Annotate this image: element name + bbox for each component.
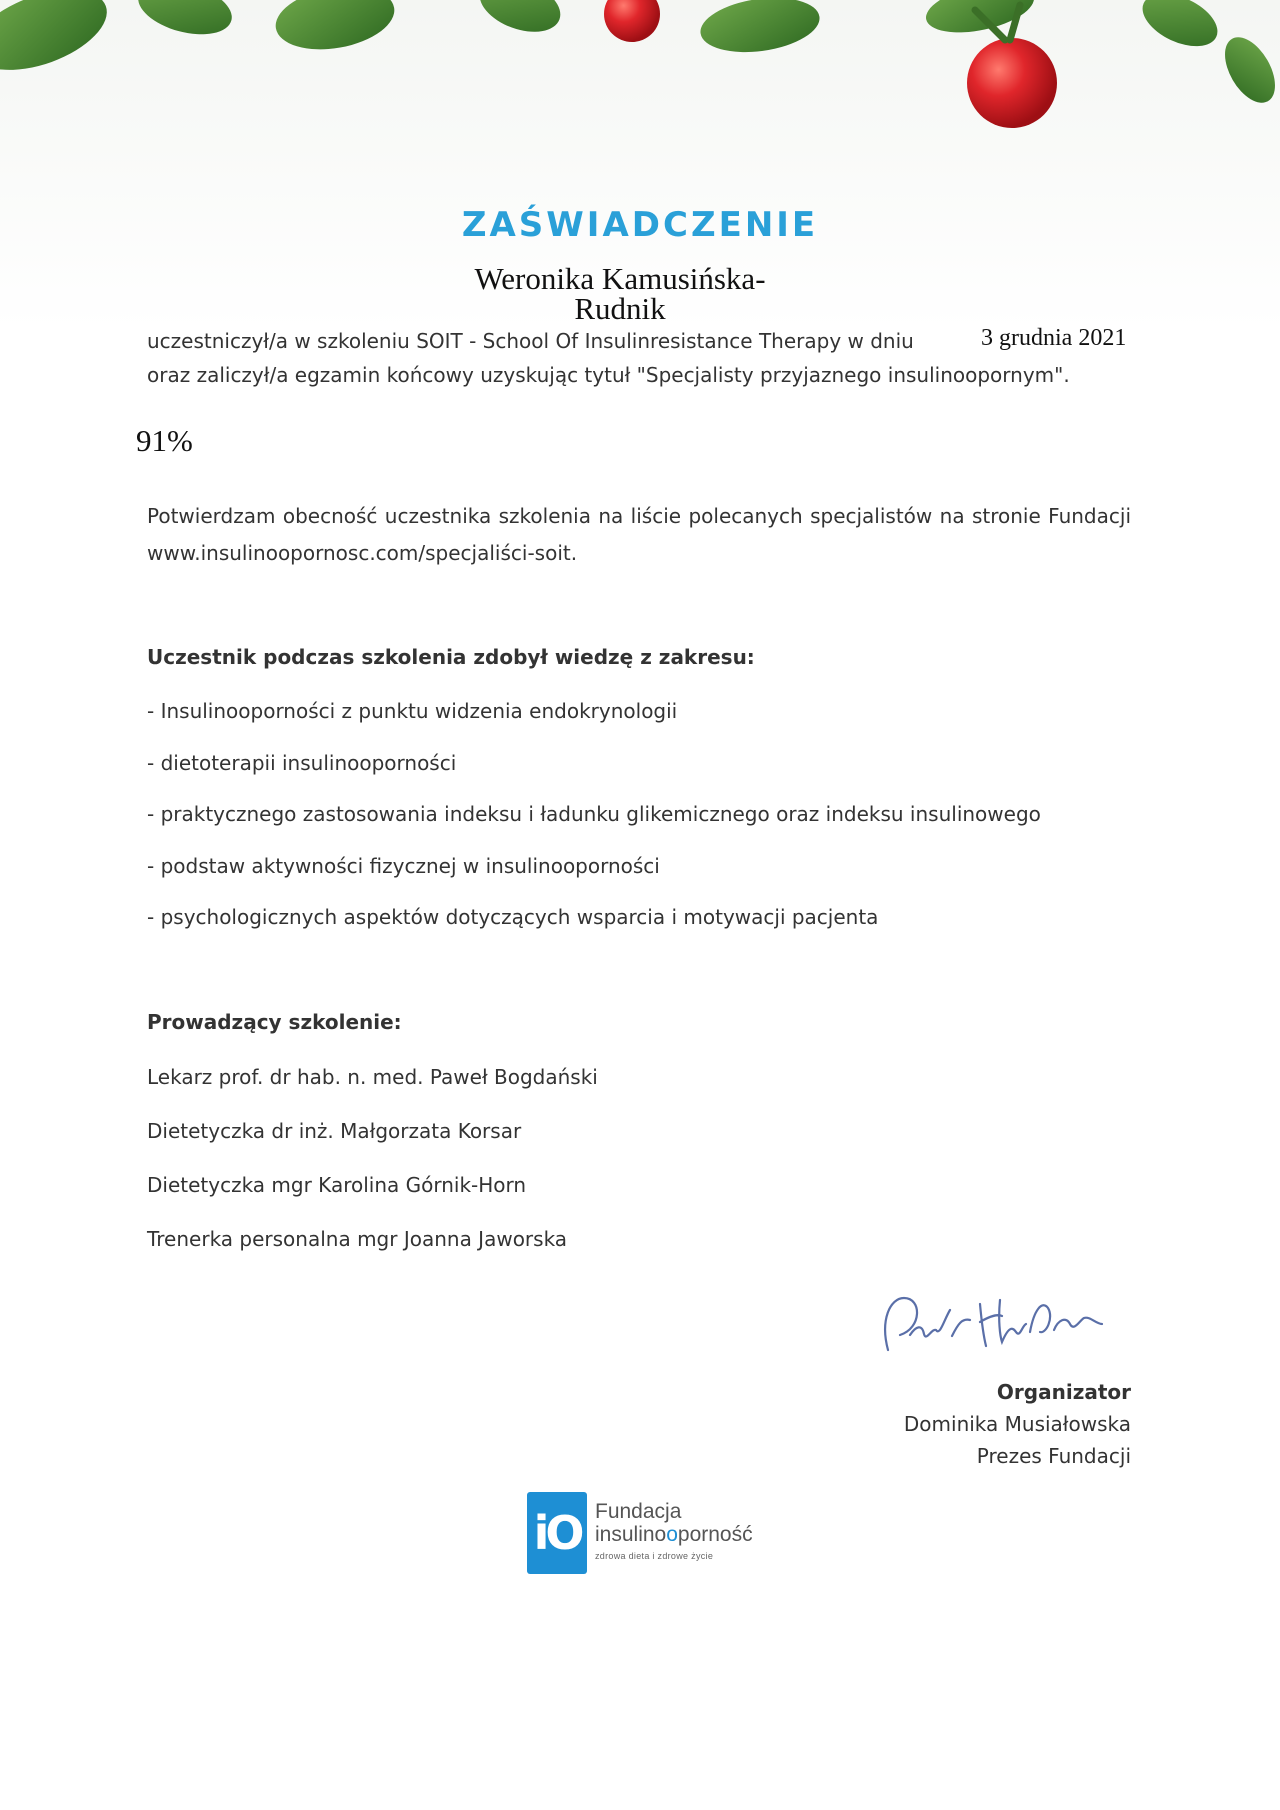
list-item: - Insulinooporności z punktu widzenia endokrynologii [147,699,678,723]
list-item: - podstaw aktywności fizycznej w insulinooporności [147,853,660,878]
certificate-title: ZAŚWIADCZENIE [461,205,819,245]
recipient-name-line1: Weronika Kamusińska- [474,261,766,296]
logo-subtitle-part: porność [677,1523,753,1546]
logo-name: Fundacja [595,1500,682,1523]
training-date: 3 grudnia 2021 [981,325,1127,351]
organizer-block [904,1376,1131,1472]
list-item: Trenerka personalna mgr Joanna Jaworska [147,1227,568,1251]
organizer-role: Organizator [996,1380,1131,1404]
logo-subtitle [595,1523,753,1547]
logo-tagline: zdrowa dieta i zdrowe życie [595,1551,714,1561]
list-item: - psychologicznych aspektów dotyczących wsparcia i motywacji pacjenta [147,905,879,929]
topics-heading: Uczestnik podczas szkolenia zdobył wiedzę z zakresu: [147,645,755,669]
confirmation-paragraph: Potwierdzam obecność uczestnika szkolenia na liście polecanych specjalistów na stronie Fundacji www.insulinoopornosc.com/specjaliści-soit. [147,504,1131,565]
trainers-heading: Prowadzący szkolenie: [147,1010,402,1034]
list-item: - dietoterapii insulinooporności [147,750,457,775]
logo-mark-icon: iO [527,1492,587,1574]
logo-subtitle-highlight: o [666,1523,678,1546]
list-item: - praktycznego zastosowania indeksu i ładunku glikemicznego oraz indeksu insulinowego [147,802,1041,826]
exam-text: oraz zaliczył/a egzamin końcowy uzyskując tytuł "Specjalisty przyjaznego insulinoopornym". [147,363,1070,387]
organizer-name: Dominika Musiałowska [903,1412,1131,1436]
list-item: Dietetyczka mgr Karolina Górnik-Horn [147,1173,527,1197]
participation-text: uczestniczył/a w szkoleniu SOIT - School Of Insulinresistance Therapy w dniu [147,329,914,353]
logo-subtitle-part: insulino [595,1523,667,1546]
list-item: Lekarz prof. dr hab. n. med. Paweł Bogdański [147,1065,598,1089]
recipient-name-line2: Rudnik [574,291,666,326]
recipient-name [440,261,800,326]
organizer-position: Prezes Fundacji [976,1444,1131,1468]
foundation-logo [527,1492,767,1574]
exam-score: 91% [136,423,193,458]
signature-image [870,1280,1130,1370]
topics-list [147,698,1041,956]
list-item: Dietetyczka dr inż. Małgorzata Korsar [147,1119,522,1143]
trainers-list [147,1064,598,1280]
